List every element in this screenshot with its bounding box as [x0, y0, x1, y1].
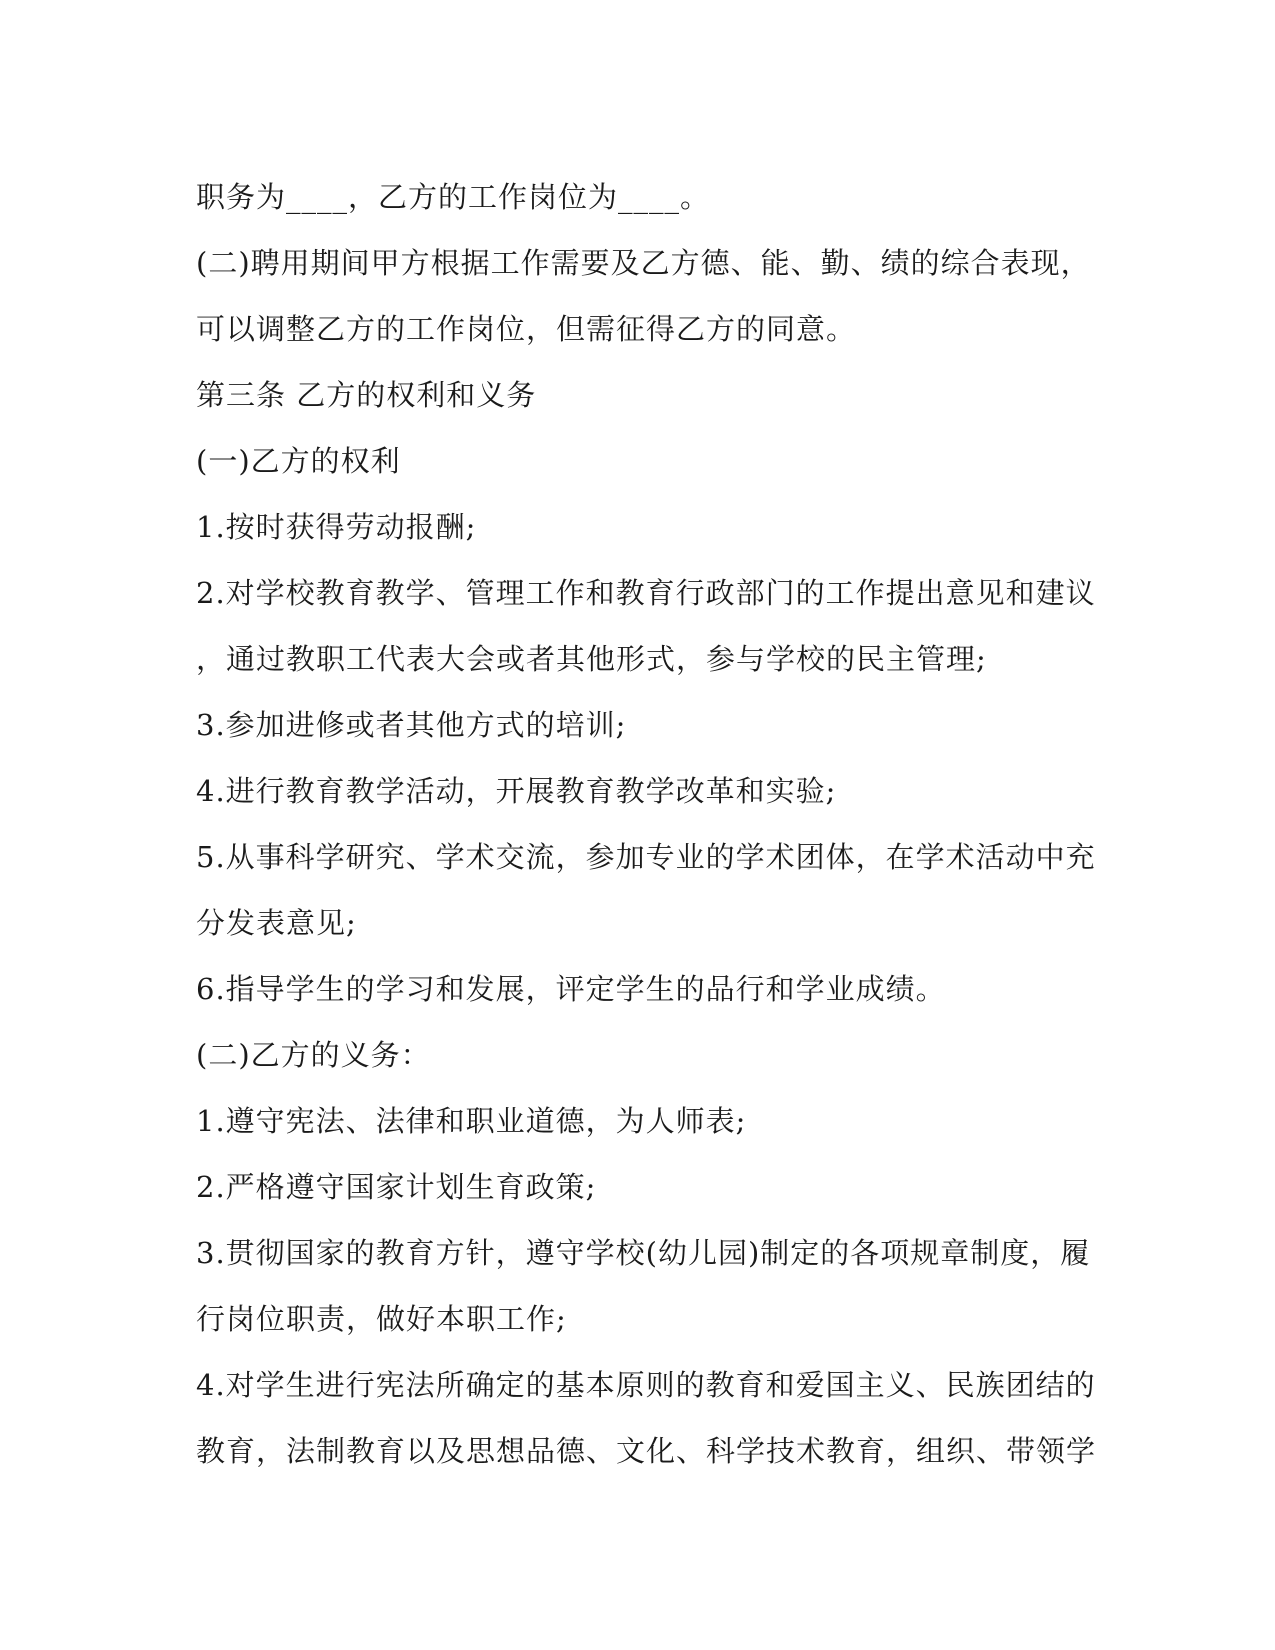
list-item: 3.贯彻国家的教育方针，遵守学校(幼儿园)制定的各项规章制度，履 [196, 1236, 1091, 1270]
list-item: 4.对学生进行宪法所确定的基本原则的教育和爱国主义、民族团结的 [196, 1368, 1096, 1402]
text-line: 教育，法制教育以及思想品德、文化、科学技术教育，组织、带领学 [196, 1434, 1097, 1468]
list-item: 2.严格遵守国家计划生育政策; [196, 1170, 597, 1204]
text-line: 行岗位职责，做好本职工作; [196, 1302, 567, 1336]
subsection-heading: (一)乙方的权利 [196, 444, 401, 478]
document-body [196, 164, 1097, 1484]
list-item: 6.指导学生的学习和发展，评定学生的品行和学业成绩。 [196, 972, 946, 1006]
text-line: 职务为____，乙方的工作岗位为____。 [196, 180, 711, 214]
list-item: 4.进行教育教学活动，开展教育教学改革和实验; [196, 774, 837, 808]
list-item: 2.对学校教育教学、管理工作和教育行政部门的工作提出意见和建议 [196, 576, 1096, 610]
text-line: 可以调整乙方的工作岗位，但需征得乙方的同意。 [196, 312, 857, 346]
list-item: 1.遵守宪法、法律和职业道德，为人师表; [196, 1104, 747, 1138]
list-item: 3.参加进修或者其他方式的培训; [196, 708, 627, 742]
text-line: ，通过教职工代表大会或者其他形式，参与学校的民主管理; [196, 642, 987, 676]
list-item: 5.从事科学研究、学术交流，参加专业的学术团体，在学术活动中充 [196, 840, 1096, 874]
section-heading: 第三条 乙方的权利和义务 [196, 378, 537, 412]
text-line: (二)聘用期间甲方根据工作需要及乙方德、能、勤、绩的综合表现， [196, 246, 1091, 280]
list-item: 1.按时获得劳动报酬; [196, 510, 477, 544]
subsection-heading: (二)乙方的义务： [196, 1038, 431, 1072]
text-line: 分发表意见; [196, 906, 357, 940]
